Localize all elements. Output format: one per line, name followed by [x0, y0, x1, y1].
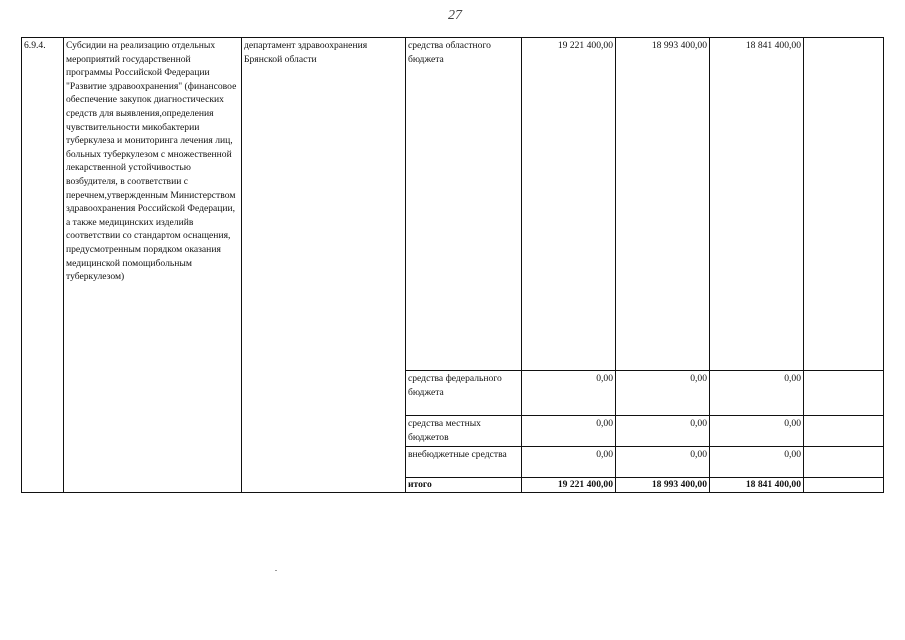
row-description: Субсидии на реализацию отдельных мероприятий государственной программы Российской Федерации "Развитие здравоохранения" (финансовое обеспечение закупок диагностических средств для выявления,определения чувствительности микобактерии туберкулеза и мониторинга лечения лиц, больных туберкулезом с множественной лекарственной устойчивостью возбудителя, в соответствии с перечнем,утвержденным Министерством здравоохранения Российской Федерации, а также медицинских изделийв соответствии со стандартом оснащения, предусмотренным порядком оказания медицинской помощибольным туберкулезом) [64, 38, 242, 493]
amount-year-2: 0,00 [616, 416, 710, 447]
scan-speck [275, 570, 277, 571]
amount-year-3: 18 841 400,00 [710, 38, 804, 371]
amount-year-3: 0,00 [710, 447, 804, 478]
budget-table [21, 37, 884, 493]
amount-year-1: 0,00 [522, 371, 616, 416]
extra-cell [804, 478, 884, 493]
row-code: 6.9.4. [22, 38, 64, 493]
amount-year-1: 0,00 [522, 447, 616, 478]
total-year-3: 18 841 400,00 [710, 478, 804, 493]
amount-year-2: 18 993 400,00 [616, 38, 710, 371]
page-number: 27 [448, 8, 462, 23]
source-label: внебюджетные средства [406, 447, 522, 478]
extra-cell [804, 38, 884, 371]
source-label: средства федерального бюджета [406, 371, 522, 416]
row-executor: департамент здравоохранения Брянской области [242, 38, 406, 493]
extra-cell [804, 416, 884, 447]
amount-year-1: 0,00 [522, 416, 616, 447]
total-label: итого [406, 478, 522, 493]
extra-cell [804, 447, 884, 478]
amount-year-1: 19 221 400,00 [522, 38, 616, 371]
amount-year-3: 0,00 [710, 371, 804, 416]
source-label: средства областного бюджета [406, 38, 522, 371]
amount-year-2: 0,00 [616, 447, 710, 478]
amount-year-3: 0,00 [710, 416, 804, 447]
amount-year-2: 0,00 [616, 371, 710, 416]
extra-cell [804, 371, 884, 416]
total-year-1: 19 221 400,00 [522, 478, 616, 493]
table-row [22, 38, 884, 371]
source-label: средства местных бюджетов [406, 416, 522, 447]
total-year-2: 18 993 400,00 [616, 478, 710, 493]
